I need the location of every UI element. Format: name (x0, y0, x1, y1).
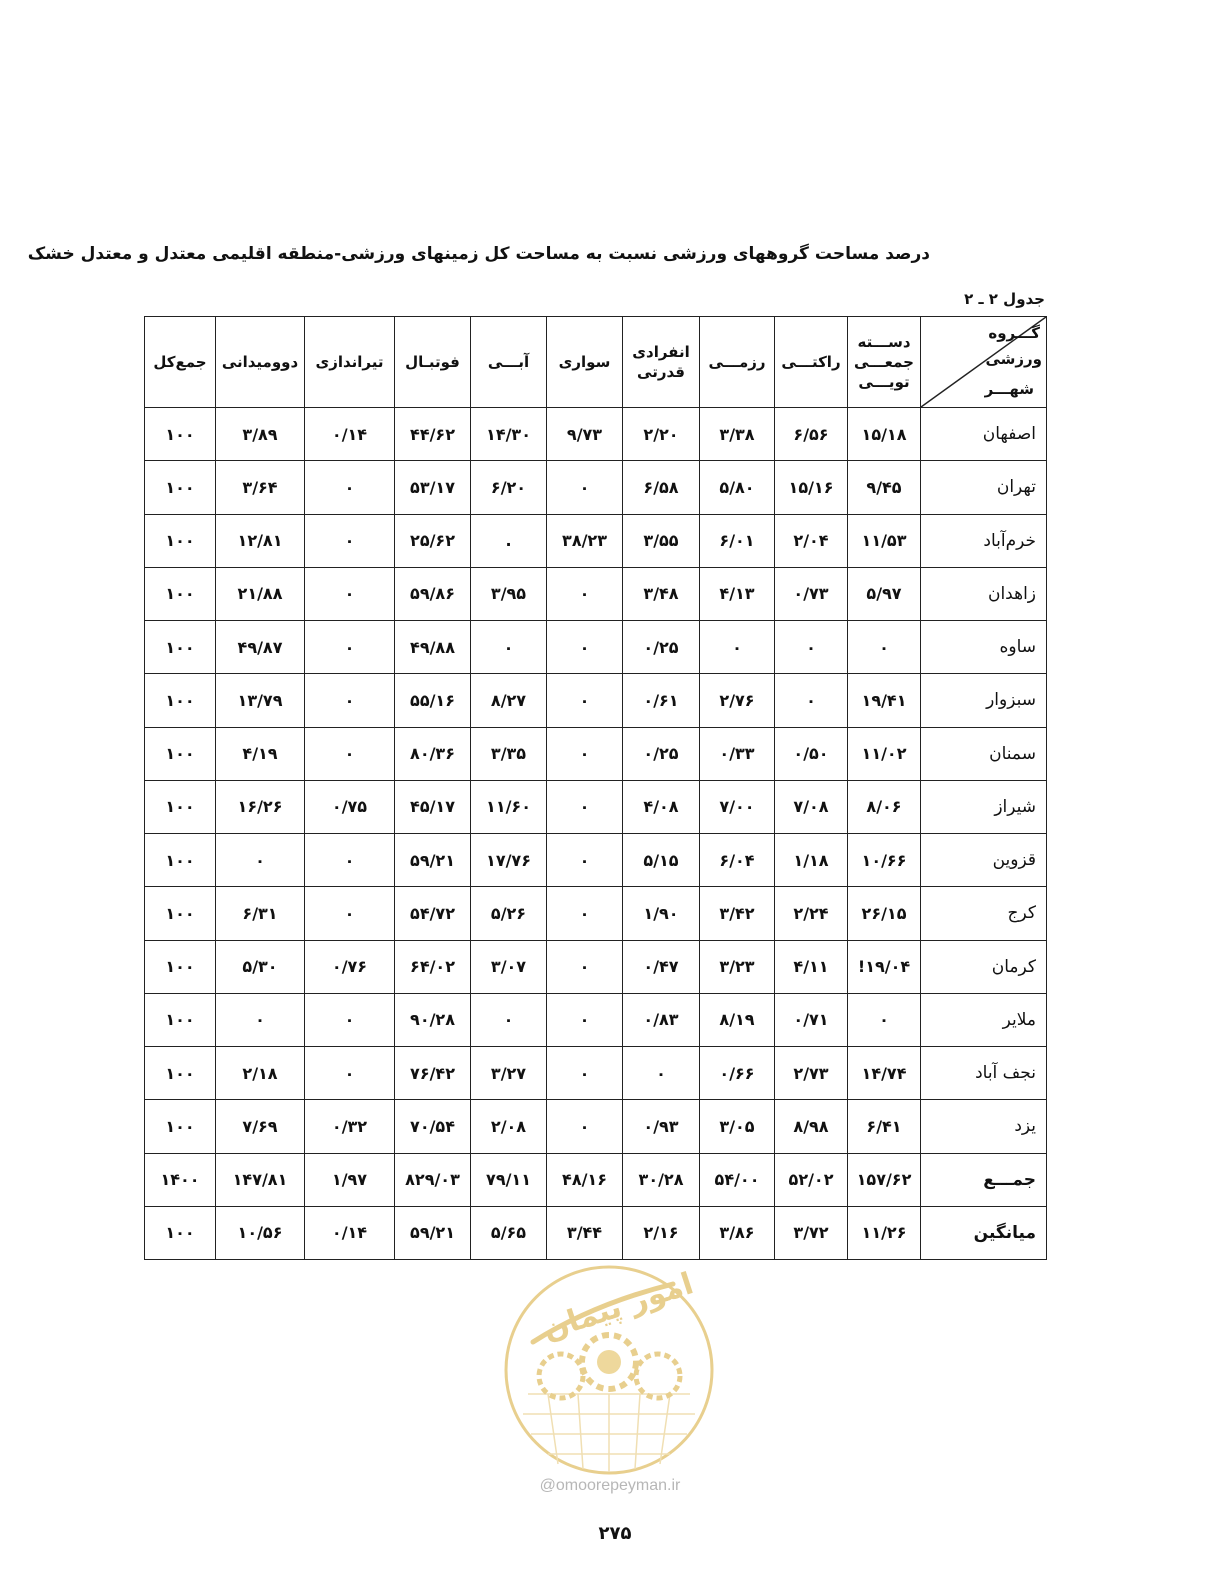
table-body (145, 408, 1047, 1260)
column-header: رزمـــی (700, 317, 775, 408)
value-cell: ۰ (547, 1100, 623, 1153)
value-cell: ۳/۶۴ (216, 461, 305, 514)
value-cell: ۰ (547, 674, 623, 727)
value-cell: ۰/۷۶ (305, 940, 395, 993)
value-cell: ۱۱/۲۶ (848, 1206, 921, 1259)
value-cell: ۶/۰۴ (700, 834, 775, 887)
value-cell: ۱۰/۵۶ (216, 1206, 305, 1259)
value-cell: ۷/۶۹ (216, 1100, 305, 1153)
table-number: جدول ۲ ـ ۲ (964, 290, 1045, 308)
table-row (145, 461, 1047, 514)
value-cell: ۰ (547, 993, 623, 1046)
value-cell: ۱۰۰ (145, 1100, 216, 1153)
value-cell: ۱۲/۸۱ (216, 514, 305, 567)
value-cell: ۰ (775, 621, 848, 674)
city-cell: ملایر (921, 993, 1047, 1046)
city-cell: قزوین (921, 834, 1047, 887)
value-cell: ۰ (775, 674, 848, 727)
value-cell: ۳/۸۶ (700, 1206, 775, 1259)
watermark-grid (523, 1394, 695, 1472)
value-cell: ۰ (305, 674, 395, 727)
value-cell: ۳/۲۷ (471, 1047, 547, 1100)
value-cell: ۷۹/۱۱ (471, 1153, 547, 1206)
value-cell: ۰ (305, 993, 395, 1046)
value-cell: ۵۲/۰۲ (775, 1153, 848, 1206)
watermark-website: @omoorepeyman.ir (539, 1477, 681, 1494)
column-header: جمع‌کل (145, 317, 216, 408)
value-cell: ۲۱/۸۸ (216, 567, 305, 620)
city-cell: سمنان (921, 727, 1047, 780)
value-cell: ۰ (547, 887, 623, 940)
value-cell: ۰/۶۱ (623, 674, 700, 727)
value-cell: ۳/۷۲ (775, 1206, 848, 1259)
value-cell: ۳/۰۵ (700, 1100, 775, 1153)
value-cell: ۵۹/۲۱ (395, 1206, 471, 1259)
value-cell: ۳۰/۲۸ (623, 1153, 700, 1206)
value-cell: ۷۰/۵۴ (395, 1100, 471, 1153)
table-row (145, 674, 1047, 727)
column-header: تیراندازی (305, 317, 395, 408)
value-cell: ۰/۷۳ (775, 567, 848, 620)
value-cell: ۳/۰۷ (471, 940, 547, 993)
value-cell: ۵۹/۲۱ (395, 834, 471, 887)
corner-label-group: گـــروه (988, 324, 1040, 342)
value-cell: ۱۰۰ (145, 940, 216, 993)
value-cell: ۴/۱۳ (700, 567, 775, 620)
value-cell: ۳/۳۸ (700, 408, 775, 461)
value-cell: ۲/۰۴ (775, 514, 848, 567)
value-cell: ۰ (305, 621, 395, 674)
gear-icon (636, 1354, 680, 1398)
table-row (145, 834, 1047, 887)
value-cell: ۱۱/۵۳ (848, 514, 921, 567)
table-row (145, 408, 1047, 461)
value-cell: ۹/۷۳ (547, 408, 623, 461)
value-cell: ۴/۱۱ (775, 940, 848, 993)
value-cell: ۵/۸۰ (700, 461, 775, 514)
value-cell: ۰ (547, 461, 623, 514)
column-header: دوومیدانی (216, 317, 305, 408)
value-cell: ۱/۱۸ (775, 834, 848, 887)
value-cell: ۷/۰۰ (700, 780, 775, 833)
value-cell: ۴۹/۸۸ (395, 621, 471, 674)
value-cell: ۳/۴۸ (623, 567, 700, 620)
value-cell: ۶۴/۰۲ (395, 940, 471, 993)
city-cell: نجف آباد (921, 1047, 1047, 1100)
value-cell: ۱۷/۷۶ (471, 834, 547, 887)
value-cell: ۱۶/۲۶ (216, 780, 305, 833)
city-cell: سبزوار (921, 674, 1047, 727)
city-cell: شیراز (921, 780, 1047, 833)
column-header: راکتـــی (775, 317, 848, 408)
value-cell: ۱۹/۰۴! (848, 940, 921, 993)
city-cell: خرم‌آباد (921, 514, 1047, 567)
corner-header-cell (921, 317, 1047, 408)
value-cell: ۱۰۰ (145, 408, 216, 461)
value-cell: ۱۳/۷۹ (216, 674, 305, 727)
value-cell: ۰ (305, 461, 395, 514)
table-row (145, 1047, 1047, 1100)
value-cell: ۰ (848, 621, 921, 674)
value-cell: . (471, 514, 547, 567)
table-row (145, 514, 1047, 567)
watermark-logo-text: امور پیمان (538, 1266, 698, 1348)
value-cell: ۱۵/۱۸ (848, 408, 921, 461)
summary-row (145, 1153, 1047, 1206)
value-cell: ۳۸/۲۳ (547, 514, 623, 567)
table-row (145, 1100, 1047, 1153)
city-cell: زاهدان (921, 567, 1047, 620)
value-cell: ۴۹/۸۷ (216, 621, 305, 674)
value-cell: ۶/۵۶ (775, 408, 848, 461)
corner-label-city: شهـــر (984, 379, 1034, 398)
value-cell: ۰/۲۵ (623, 727, 700, 780)
value-cell: ۸/۹۸ (775, 1100, 848, 1153)
value-cell: ۰ (623, 1047, 700, 1100)
column-header: انفرادی قدرتی (623, 317, 700, 408)
value-cell: ۱۴/۷۴ (848, 1047, 921, 1100)
value-cell: ۱۰۰ (145, 567, 216, 620)
value-cell: ۵/۳۰ (216, 940, 305, 993)
value-cell: ۳/۸۹ (216, 408, 305, 461)
value-cell: ۶/۳۱ (216, 887, 305, 940)
value-cell: ۰ (471, 993, 547, 1046)
value-cell: ۴۴/۶۲ (395, 408, 471, 461)
value-cell: ۵۳/۱۷ (395, 461, 471, 514)
value-cell: ۱۰۰ (145, 993, 216, 1046)
value-cell: ۰ (547, 567, 623, 620)
value-cell: ۱۵۷/۶۲ (848, 1153, 921, 1206)
value-cell: ۰ (305, 834, 395, 887)
value-cell: ۰/۱۴ (305, 408, 395, 461)
value-cell: ۹۰/۲۸ (395, 993, 471, 1046)
value-cell: ۱۰۰ (145, 1206, 216, 1259)
city-cell: ساوه (921, 621, 1047, 674)
value-cell: ۱۰۰ (145, 461, 216, 514)
value-cell: ۰ (700, 621, 775, 674)
city-cell: میانگین (921, 1206, 1047, 1259)
value-cell: ۲/۱۶ (623, 1206, 700, 1259)
column-header: آبـــی (471, 317, 547, 408)
value-cell: ۳/۳۵ (471, 727, 547, 780)
value-cell: ۰/۹۳ (623, 1100, 700, 1153)
value-cell: ۲/۰۸ (471, 1100, 547, 1153)
value-cell: ۴/۱۹ (216, 727, 305, 780)
city-cell: اصفهان (921, 408, 1047, 461)
value-cell: ۱/۹۰ (623, 887, 700, 940)
table-row (145, 567, 1047, 620)
value-cell: ۰ (547, 621, 623, 674)
value-cell: ۷/۰۸ (775, 780, 848, 833)
header-row (145, 317, 1047, 408)
value-cell: ۲۶/۱۵ (848, 887, 921, 940)
value-cell: ۰/۱۴ (305, 1206, 395, 1259)
value-cell: ۱۰۰ (145, 674, 216, 727)
value-cell: ۰/۴۷ (623, 940, 700, 993)
value-cell: ۶/۲۰ (471, 461, 547, 514)
value-cell: ۰/۶۶ (700, 1047, 775, 1100)
value-cell: ۳/۲۳ (700, 940, 775, 993)
value-cell: ۰ (305, 887, 395, 940)
value-cell: ۰ (305, 1047, 395, 1100)
value-cell: ۲/۲۴ (775, 887, 848, 940)
value-cell: ۰ (547, 780, 623, 833)
value-cell: ۹/۴۵ (848, 461, 921, 514)
value-cell: ۱۰۰ (145, 780, 216, 833)
value-cell: ۱۰۰ (145, 1047, 216, 1100)
value-cell: ۲/۷۳ (775, 1047, 848, 1100)
value-cell: ۰/۳۳ (700, 727, 775, 780)
value-cell: ۳/۵۵ (623, 514, 700, 567)
page-title: درصد مساحت گروههای ورزشی نسبت به مساحت کل زمینهای ورزشی-منطقه اقلیمی معتدل و معتدل خشک (27, 244, 930, 264)
value-cell: ۰ (216, 993, 305, 1046)
value-cell: ۸/۲۷ (471, 674, 547, 727)
value-cell: ۰ (471, 621, 547, 674)
value-cell: ۲/۱۸ (216, 1047, 305, 1100)
table-row (145, 621, 1047, 674)
value-cell: ۴۸/۱۶ (547, 1153, 623, 1206)
value-cell: ۲۵/۶۲ (395, 514, 471, 567)
table-row (145, 887, 1047, 940)
value-cell: ۵۴/۰۰ (700, 1153, 775, 1206)
value-cell: ۸۰/۳۶ (395, 727, 471, 780)
value-cell: ۸/۰۶ (848, 780, 921, 833)
sports-area-table (144, 316, 1047, 1260)
city-cell: جمـــع (921, 1153, 1047, 1206)
value-cell: ۷۶/۴۲ (395, 1047, 471, 1100)
value-cell: ۰/۲۵ (623, 621, 700, 674)
value-cell: ۱/۹۷ (305, 1153, 395, 1206)
value-cell: ۴۵/۱۷ (395, 780, 471, 833)
value-cell: ۰ (305, 514, 395, 567)
value-cell: ۱۴/۳۰ (471, 408, 547, 461)
value-cell: ۰ (848, 993, 921, 1046)
value-cell: ۳/۴۲ (700, 887, 775, 940)
value-cell: ۱۰۰ (145, 834, 216, 887)
value-cell: ۱۰۰ (145, 621, 216, 674)
value-cell: ۰ (547, 727, 623, 780)
column-header: سواری (547, 317, 623, 408)
value-cell: ۰ (547, 940, 623, 993)
page-number: ۲۷۵ (598, 1523, 632, 1544)
value-cell: ۱۱/۶۰ (471, 780, 547, 833)
gear-icon (539, 1354, 583, 1398)
value-cell: ۳/۹۵ (471, 567, 547, 620)
watermark-logo (503, 1264, 715, 1476)
value-cell: ۱۹/۴۱ (848, 674, 921, 727)
value-cell: ۱۱/۰۲ (848, 727, 921, 780)
value-cell: ۸۲۹/۰۳ (395, 1153, 471, 1206)
value-cell: ۰ (547, 1047, 623, 1100)
value-cell: ۵۴/۷۲ (395, 887, 471, 940)
value-cell: ۰ (305, 727, 395, 780)
value-cell: ۰/۵۰ (775, 727, 848, 780)
value-cell: ۰/۸۳ (623, 993, 700, 1046)
value-cell: ۰/۷۱ (775, 993, 848, 1046)
value-cell: ۵/۲۶ (471, 887, 547, 940)
value-cell: ۲/۲۰ (623, 408, 700, 461)
value-cell: ۱۰۰ (145, 887, 216, 940)
value-cell: ۱۰۰ (145, 727, 216, 780)
value-cell: ۶/۰۱ (700, 514, 775, 567)
value-cell: ۵/۹۷ (848, 567, 921, 620)
value-cell: ۶/۵۸ (623, 461, 700, 514)
column-header: فوتبـال (395, 317, 471, 408)
value-cell: ۰/۳۲ (305, 1100, 395, 1153)
value-cell: ۵۵/۱۶ (395, 674, 471, 727)
corner-label-sport: ورزشی (985, 350, 1042, 368)
value-cell: ۱۴۷/۸۱ (216, 1153, 305, 1206)
value-cell: ۱۵/۱۶ (775, 461, 848, 514)
value-cell: ۵۹/۸۶ (395, 567, 471, 620)
table-row (145, 780, 1047, 833)
value-cell: ۱۰/۶۶ (848, 834, 921, 887)
summary-row (145, 1206, 1047, 1259)
column-header: دســـته جمعـــی تویـــی (848, 317, 921, 408)
value-cell: ۰ (216, 834, 305, 887)
value-cell: ۳/۴۴ (547, 1206, 623, 1259)
table-row (145, 993, 1047, 1046)
value-cell: ۶/۴۱ (848, 1100, 921, 1153)
value-cell: ۴/۰۸ (623, 780, 700, 833)
city-cell: کرمان (921, 940, 1047, 993)
value-cell: ۵/۱۵ (623, 834, 700, 887)
table-row (145, 727, 1047, 780)
value-cell: ۱۴۰۰ (145, 1153, 216, 1206)
table-row (145, 940, 1047, 993)
value-cell: ۲/۷۶ (700, 674, 775, 727)
city-cell: یزد (921, 1100, 1047, 1153)
city-cell: تهران (921, 461, 1047, 514)
value-cell: ۱۰۰ (145, 514, 216, 567)
value-cell: ۰ (547, 834, 623, 887)
value-cell: ۰/۷۵ (305, 780, 395, 833)
value-cell: ۰ (305, 567, 395, 620)
city-cell: کرج (921, 887, 1047, 940)
value-cell: ۸/۱۹ (700, 993, 775, 1046)
value-cell: ۵/۶۵ (471, 1206, 547, 1259)
